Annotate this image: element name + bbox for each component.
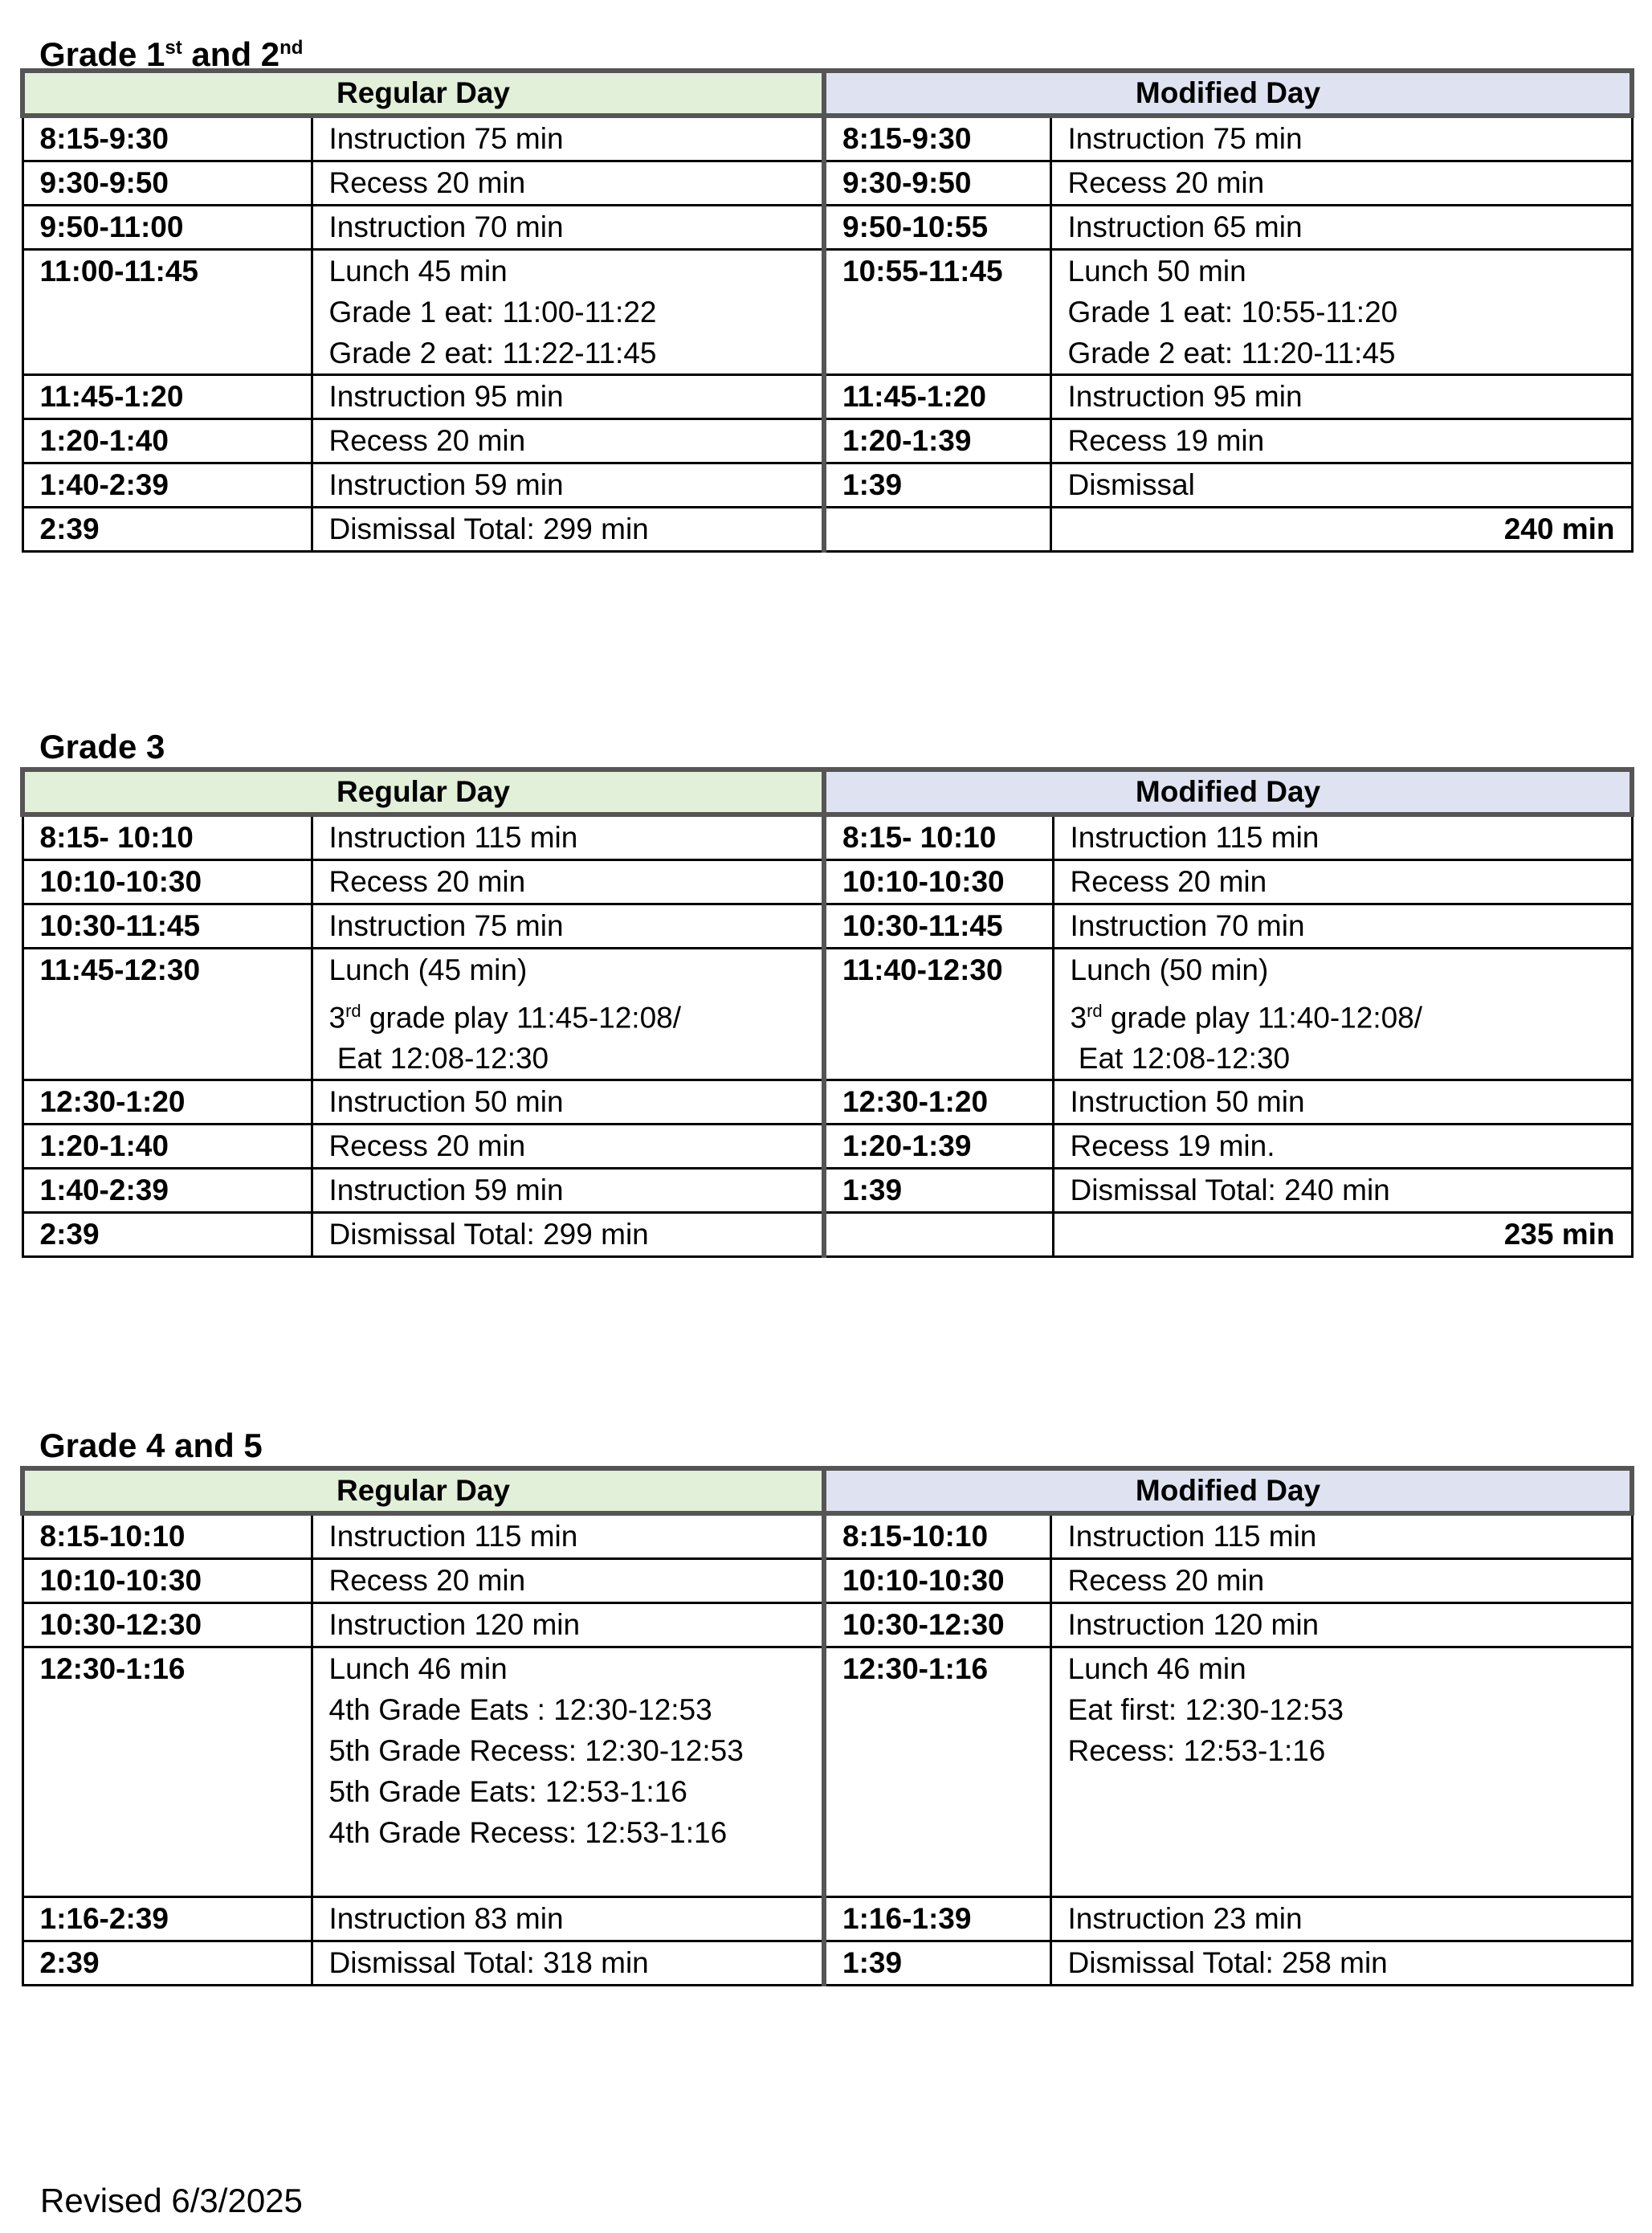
regular-activity xyxy=(312,1603,824,1647)
regular-activity xyxy=(312,116,824,161)
activity-line: Recess 20 min xyxy=(1070,865,1267,898)
activity-line: Instruction 23 min xyxy=(1067,1902,1303,1935)
activity-line: Lunch 45 min xyxy=(328,255,508,288)
regular-time: 1:20-1:40 xyxy=(22,419,312,463)
regular-activity xyxy=(312,463,824,508)
activity-line: Lunch 46 min xyxy=(328,1652,508,1685)
regular-time: 10:10-10:30 xyxy=(22,860,312,904)
regular-time: 1:40-2:39 xyxy=(22,1169,312,1213)
activity-line: 3rd grade play 11:45-12:08/ xyxy=(328,1001,682,1035)
section-grade-3 xyxy=(20,727,1630,1258)
modified-day-header: Modified Day xyxy=(824,770,1632,814)
revised-date: Revised 6/3/2025 xyxy=(40,2182,303,2219)
activity-line: Instruction 65 min xyxy=(1067,210,1303,243)
table-row xyxy=(22,508,1632,552)
activity-line: Instruction 75 min xyxy=(328,122,564,155)
regular-time: 11:00-11:45 xyxy=(22,250,312,375)
activity-line: Dismissal Total: 240 min xyxy=(1070,1174,1390,1207)
regular-activity xyxy=(312,1125,824,1169)
regular-activity xyxy=(312,949,824,1080)
modified-time: 11:40-12:30 xyxy=(824,949,1053,1080)
modified-time: 1:39 xyxy=(824,1169,1053,1213)
table-row xyxy=(22,1897,1632,1941)
modified-total: 240 min xyxy=(1050,508,1632,552)
regular-activity xyxy=(312,375,824,419)
modified-time: 10:10-10:30 xyxy=(824,1559,1050,1603)
regular-activity xyxy=(312,1941,824,1986)
activity-line: Recess 20 min xyxy=(328,424,526,457)
regular-time: 10:10-10:30 xyxy=(22,1559,312,1603)
regular-activity xyxy=(312,1897,824,1941)
table-row xyxy=(22,1559,1632,1603)
table-row xyxy=(22,206,1632,250)
activity-line: Instruction 115 min xyxy=(328,1520,578,1553)
modified-total: 235 min xyxy=(1053,1213,1632,1257)
regular-time: 12:30-1:16 xyxy=(22,1647,312,1897)
modified-activity xyxy=(1050,206,1632,250)
section-title xyxy=(39,28,1630,73)
table-row xyxy=(22,814,1632,860)
title-superscript: st xyxy=(165,37,182,59)
activity-line: Recess 19 min. xyxy=(1070,1129,1275,1163)
title-text-mid: and 2 xyxy=(182,35,280,73)
regular-time: 2:39 xyxy=(22,1213,312,1257)
regular-time: 12:30-1:20 xyxy=(22,1080,312,1125)
modified-activity xyxy=(1053,1125,1632,1169)
modified-activity xyxy=(1050,1603,1632,1647)
modified-activity xyxy=(1050,161,1632,206)
activity-line: Recess 20 min xyxy=(328,865,526,898)
activity-line: 4th Grade Eats : 12:30-12:53 xyxy=(328,1693,712,1726)
table-row xyxy=(22,904,1632,949)
table-row xyxy=(22,1080,1632,1125)
activity-line: Recess 20 min xyxy=(1067,1564,1265,1597)
activity-line: 5th Grade Eats: 12:53-1:16 xyxy=(328,1775,687,1808)
modified-activity xyxy=(1050,1559,1632,1603)
regular-time: 8:15-9:30 xyxy=(22,116,312,161)
regular-activity xyxy=(312,1213,824,1257)
modified-day-header: Modified Day xyxy=(824,1468,1632,1513)
modified-time: 12:30-1:20 xyxy=(824,1080,1053,1125)
modified-time: 8:15-9:30 xyxy=(824,116,1050,161)
regular-activity xyxy=(312,1080,824,1125)
activity-line: 3rd grade play 11:40-12:08/ xyxy=(1070,1001,1423,1035)
regular-activity xyxy=(312,1647,824,1897)
modified-activity xyxy=(1050,116,1632,161)
modified-activity xyxy=(1050,463,1632,508)
regular-time: 8:15- 10:10 xyxy=(22,814,312,860)
regular-activity xyxy=(312,814,824,860)
activity-line: Recess 20 min xyxy=(328,1564,526,1597)
modified-time: 12:30-1:16 xyxy=(824,1647,1050,1897)
activity-line: Grade 2 eat: 11:22-11:45 xyxy=(328,337,657,369)
table-row xyxy=(22,419,1632,463)
regular-activity xyxy=(312,860,824,904)
activity-line: Instruction 59 min xyxy=(328,1174,564,1207)
section-grade-1-2 xyxy=(20,28,1630,553)
activity-line: Instruction 120 min xyxy=(1067,1608,1320,1641)
table-header-row xyxy=(22,770,1632,814)
activity-line: Instruction 95 min xyxy=(328,380,564,413)
modified-time: 9:50-10:55 xyxy=(824,206,1050,250)
regular-day-header: Regular Day xyxy=(22,71,824,116)
activity-line: Instruction 115 min xyxy=(328,821,578,854)
activity-line: Eat 12:08-12:30 xyxy=(1070,1042,1291,1076)
modified-time: 1:20-1:39 xyxy=(824,1125,1053,1169)
regular-time: 11:45-12:30 xyxy=(22,949,312,1080)
activity-line: Recess 20 min xyxy=(1067,166,1265,199)
table-row xyxy=(22,1647,1632,1897)
modified-activity xyxy=(1050,375,1632,419)
activity-line: 4th Grade Recess: 12:53-1:16 xyxy=(328,1816,728,1849)
table-header-row xyxy=(22,1468,1632,1513)
regular-activity xyxy=(312,508,824,552)
table-row xyxy=(22,1513,1632,1559)
activity-line: Instruction 70 min xyxy=(1070,909,1305,942)
activity-line: Grade 1 eat: 11:00-11:22 xyxy=(328,296,657,329)
modified-activity xyxy=(1053,904,1632,949)
regular-day-header: Regular Day xyxy=(22,770,824,814)
activity-line: Dismissal Total: 318 min xyxy=(328,1946,649,1979)
table-row xyxy=(22,949,1632,1080)
regular-activity xyxy=(312,419,824,463)
activity-line: Eat first: 12:30-12:53 xyxy=(1067,1693,1344,1726)
activity-line: Instruction 115 min xyxy=(1067,1520,1317,1553)
activity-line: Instruction 50 min xyxy=(1070,1085,1305,1119)
modified-time xyxy=(824,1213,1053,1257)
table-row xyxy=(22,1169,1632,1213)
regular-day-header: Regular Day xyxy=(22,1468,824,1513)
activity-line: Instruction 50 min xyxy=(328,1085,564,1119)
table-row xyxy=(22,250,1632,375)
activity-line: Lunch (45 min) xyxy=(328,953,528,986)
regular-time: 1:16-2:39 xyxy=(22,1897,312,1941)
activity-line: Instruction 75 min xyxy=(328,909,564,942)
regular-time: 11:45-1:20 xyxy=(22,375,312,419)
modified-time: 1:39 xyxy=(824,463,1050,508)
schedule-table xyxy=(20,767,1634,1258)
section-title: Grade 4 and 5 xyxy=(39,1427,263,1464)
modified-activity xyxy=(1050,419,1632,463)
schedule-table xyxy=(20,1466,1634,1986)
activity-line: Instruction 83 min xyxy=(328,1902,564,1935)
modified-time: 8:15-10:10 xyxy=(824,1513,1050,1559)
title-text: Grade 1 xyxy=(39,35,165,73)
activity-line: Lunch 46 min xyxy=(1067,1652,1246,1685)
modified-activity xyxy=(1050,1897,1632,1941)
modified-time: 1:16-1:39 xyxy=(824,1897,1050,1941)
modified-activity xyxy=(1053,814,1632,860)
table-row xyxy=(22,1125,1632,1169)
regular-activity xyxy=(312,1513,824,1559)
regular-activity xyxy=(312,250,824,375)
activity-line: Instruction 59 min xyxy=(328,468,564,501)
title-superscript: nd xyxy=(279,37,304,59)
regular-time: 1:40-2:39 xyxy=(22,463,312,508)
activity-line: Eat 12:08-12:30 xyxy=(328,1042,549,1076)
activity-line: Recess: 12:53-1:16 xyxy=(1067,1734,1326,1767)
activity-line: Dismissal xyxy=(1067,468,1195,501)
table-row xyxy=(22,1213,1632,1257)
activity-line: Grade 2 eat: 11:20-11:45 xyxy=(1067,337,1396,369)
activity-line: 5th Grade Recess: 12:30-12:53 xyxy=(328,1734,744,1767)
activity-line: Grade 1 eat: 10:55-11:20 xyxy=(1067,296,1398,329)
regular-activity xyxy=(312,1559,824,1603)
table-row xyxy=(22,161,1632,206)
activity-line: Instruction 115 min xyxy=(1070,821,1320,854)
table-row xyxy=(22,1941,1632,1986)
regular-time: 1:20-1:40 xyxy=(22,1125,312,1169)
modified-activity xyxy=(1053,860,1632,904)
table-header-row xyxy=(22,71,1632,116)
modified-time: 10:30-11:45 xyxy=(824,904,1053,949)
table-row xyxy=(22,375,1632,419)
regular-time: 9:50-11:00 xyxy=(22,206,312,250)
activity-line: Instruction 70 min xyxy=(328,210,564,243)
modified-activity xyxy=(1050,1647,1632,1897)
activity-line: Dismissal Total: 299 min xyxy=(328,512,649,545)
activity-line: Instruction 75 min xyxy=(1067,122,1303,155)
modified-time: 1:39 xyxy=(824,1941,1050,1986)
table-row xyxy=(22,463,1632,508)
activity-line: Instruction 95 min xyxy=(1067,380,1303,413)
regular-time: 10:30-11:45 xyxy=(22,904,312,949)
regular-time: 2:39 xyxy=(22,1941,312,1986)
schedule-table xyxy=(20,68,1634,553)
modified-time: 10:10-10:30 xyxy=(824,860,1053,904)
regular-time: 9:30-9:50 xyxy=(22,161,312,206)
section-title: Grade 3 xyxy=(39,728,165,765)
activity-line: Instruction 120 min xyxy=(328,1608,581,1641)
regular-activity xyxy=(312,161,824,206)
table-row xyxy=(22,860,1632,904)
activity-line: Lunch (50 min) xyxy=(1070,953,1269,986)
regular-activity xyxy=(312,206,824,250)
modified-activity xyxy=(1053,1080,1632,1125)
modified-activity xyxy=(1050,1941,1632,1986)
table-row xyxy=(22,116,1632,161)
modified-time: 11:45-1:20 xyxy=(824,375,1050,419)
modified-activity xyxy=(1053,949,1632,1080)
regular-time: 8:15-10:10 xyxy=(22,1513,312,1559)
section-grade-4-5 xyxy=(20,1426,1630,1986)
modified-activity xyxy=(1053,1169,1632,1213)
regular-activity xyxy=(312,904,824,949)
modified-time: 9:30-9:50 xyxy=(824,161,1050,206)
modified-activity xyxy=(1050,250,1632,375)
regular-time: 10:30-12:30 xyxy=(22,1603,312,1647)
modified-time: 8:15- 10:10 xyxy=(824,814,1053,860)
modified-day-header: Modified Day xyxy=(824,71,1632,116)
table-row xyxy=(22,1603,1632,1647)
activity-line: Recess 19 min xyxy=(1067,424,1265,457)
regular-time: 2:39 xyxy=(22,508,312,552)
modified-time: 10:30-12:30 xyxy=(824,1603,1050,1647)
activity-line: Recess 20 min xyxy=(328,1129,526,1163)
modified-time: 10:55-11:45 xyxy=(824,250,1050,375)
modified-time: 1:20-1:39 xyxy=(824,419,1050,463)
modified-time xyxy=(824,508,1050,552)
activity-line: Dismissal Total: 258 min xyxy=(1067,1946,1388,1979)
regular-activity xyxy=(312,1169,824,1213)
activity-line: Recess 20 min xyxy=(328,166,526,199)
activity-line: Lunch 50 min xyxy=(1067,255,1246,288)
activity-line: Dismissal Total: 299 min xyxy=(328,1218,649,1251)
modified-activity xyxy=(1050,1513,1632,1559)
